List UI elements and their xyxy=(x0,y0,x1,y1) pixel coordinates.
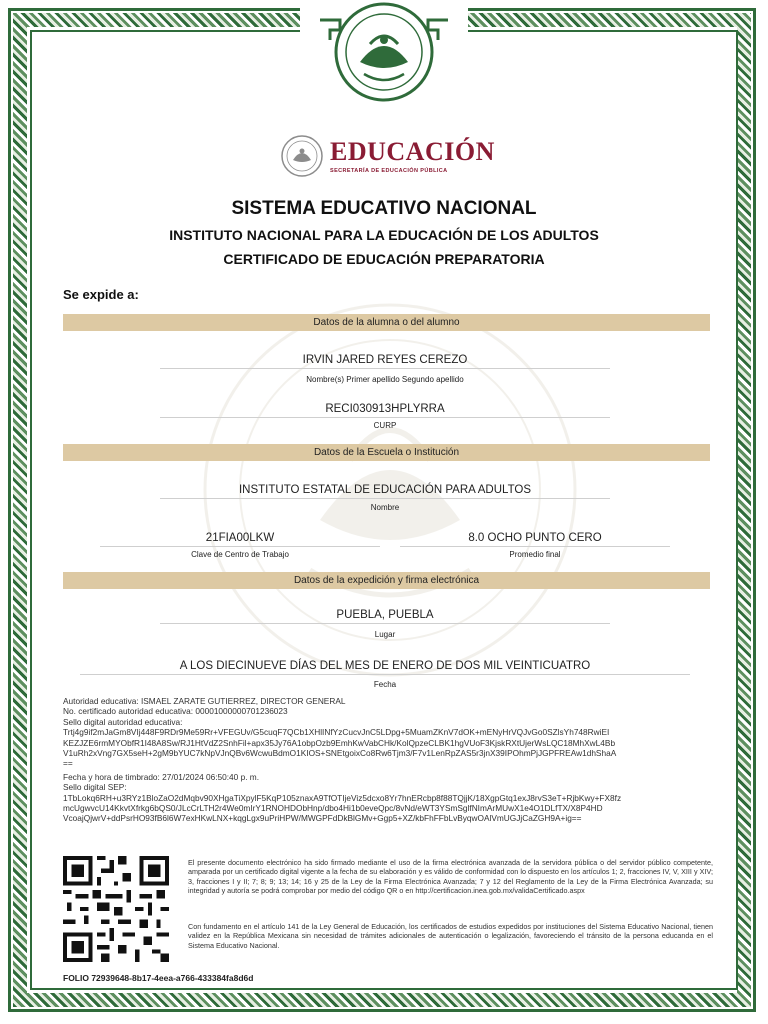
issuance-place: PUEBLA, PUEBLA xyxy=(160,607,610,624)
signature-info xyxy=(63,696,713,824)
authority-seal-line: == xyxy=(63,758,73,769)
student-section-header: Datos de la alumna o del alumno xyxy=(63,314,710,331)
student-name-label: Nombre(s) Primer apellido Segundo apellido xyxy=(306,375,464,384)
authority-text: Autoridad educativa: ISMAEL ZARATE GUTIERREZ, DIRECTOR GENERAL xyxy=(63,696,346,706)
student-name: IRVIN JARED REYES CEREZO xyxy=(160,352,610,369)
coat-of-arms-seal-icon xyxy=(300,0,468,110)
sep-logo xyxy=(280,134,495,178)
issuance-date-label: Fecha xyxy=(373,680,397,689)
sep-seal-line: VcoajQjwrV+ddPsrHO93fB6l6W7exHKwLNX+kqgLgx9uPriHPW/MWGPFdDkBlGMv+Ggp5+XZ/kbFhFFbLvByqwOAlVmUGJjCaZGH9A+ig== xyxy=(63,813,582,824)
issued-to-label: Se expide a: xyxy=(63,287,139,302)
issuance-date: A LOS DIECINUEVE DÍAS DEL MES DE ENERO DE DOS MIL VEINTICUATRO xyxy=(80,658,690,675)
timestamp-text: Fecha y hora de timbrado: 27/01/2024 06:50:40 p. m. xyxy=(63,771,260,782)
school-name-label: Nombre xyxy=(370,503,400,512)
logo-title: EDUCACIÓN xyxy=(330,136,495,166)
school-section-header: Datos de la Escuela o Institución xyxy=(63,444,710,461)
issuance-place-label: Lugar xyxy=(374,630,396,639)
institution-title: INSTITUTO NACIONAL PARA LA EDUCACIÓN DE LOS ADULTOS xyxy=(169,227,599,243)
eagle-emblem-icon xyxy=(280,134,324,178)
legal-paragraph-2: Con fundamento en el artículo 141 de la Ley General de Educación, los certificados de estudios expedidos por instituciones del Sistema Educativo Nacional, tienen validez en la República Mexicana sin necesidad de trámites adicionales de autenticación o legalización, favoreciendo el tránsito de la persona educanda en el Sistema Educativo Nacional. xyxy=(188,922,713,950)
sep-seal-line: 1TbLokq6RH+u3RYz1BloZaO2dMqbv90XHgaTiXpylF5KqP105znaxA9TfOTIjeViz5dcxo8Yr7hnERcbp8f88TQjjK/18XgpGtq1exJ8rvS3eT+RjbKwy+FX8fz xyxy=(63,792,622,803)
certificate-type: CERTIFICADO DE EDUCACIÓN PREPARATORIA xyxy=(223,251,545,267)
sep-seal-line: mcUgwvcU14KkvtXfrkg6bQS0/JLcCrLTH2r4We0mIrY1RNOHDObHnp/dbo4Hi1b0eveQpc/8vNd/eWT3YSmSglfNImArMUwX1e4O1DLfTX/X8P4HD xyxy=(63,803,603,814)
qr-code-icon[interactable] xyxy=(63,856,169,962)
final-average-label: Promedio final xyxy=(509,550,561,559)
logo-subtitle: SECRETARÍA DE EDUCACIÓN PÚBLICA xyxy=(330,167,448,174)
work-center-key: 21FIA00LKW xyxy=(100,530,380,547)
sep-seal-label: Sello digital SEP: xyxy=(63,782,127,793)
final-average: 8.0 OCHO PUNTO CERO xyxy=(400,530,670,547)
authority-cert-number: No. certificado autoridad educativa: 00001000000701236023 xyxy=(63,706,288,717)
school-name: INSTITUTO ESTATAL DE EDUCACIÓN PARA ADULTOS xyxy=(160,482,610,499)
authority-seal-line: KEZJZE6rmMYObfR1I48A8Sw/RJ1HtVdZ2SnhFil+apx35Jy76A1obpOzb9EmhKwVabCHk/KolQpzeCLBK1hgVUoF3KjskRXtUjerWsLQC18MhXwL4Bb xyxy=(63,737,616,748)
authority-seal-line: Trtj4g9if2mJaGm8VIj448F9RDr9Me59Rr+VFEGUv/G5cuqF7QCb1XHlINfYzCucvJnC5LDpg+5MuamZKnV7dOK+mENyHrVQJvGo0SZlsYh748RwiEI xyxy=(63,727,610,738)
authority-seal-line: V1uRh2xVng7GX5seH+2gM9bYUC7kNpVJnQBv6WcwuBdmO1KIOS+SNEtgoixCo8Rw6Tjm3/F7v1LenRpZAS5r3jnX39IPOhmPjJGPFREAw1dhShaA xyxy=(63,748,617,759)
authority-seal-label: Sello digital autoridad educativa: xyxy=(63,716,183,727)
folio-number: FOLIO 72939648-8b17-4eea-a766-433384fa8d6d xyxy=(63,973,254,983)
legal-paragraph-1: El presente documento electrónico ha sido firmado mediante el uso de la firma electrónica avanzada de la servidora pública o del servidor público competente, amparada por un certificado digital vigente a la fecha de su elaboración y es válido de conformidad con lo dispuesto en los artículos 1; 2, fracciones IV, V, XIII y XIV; 3, fracciones I y II; 7; 8; 9; 13; 14; 16 y 25 de la Ley de la Firma Electrónica Avanzada; 7 y 12 del Reglamento de la Ley de la Firma Electrónica Avanzada; su integridad y autoría se podrá comprobar por medio del código QR o en http://certificacion.inea.gob.mx/validaCertificado.aspx xyxy=(188,858,713,896)
curp-label: CURP xyxy=(373,421,397,430)
document-title: SISTEMA EDUCATIVO NACIONAL xyxy=(231,198,537,219)
work-center-key-label: Clave de Centro de Trabajo xyxy=(191,550,289,559)
student-curp: RECI030913HPLYRRA xyxy=(160,401,610,418)
issuance-section-header: Datos de la expedición y firma electrónica xyxy=(63,572,710,589)
